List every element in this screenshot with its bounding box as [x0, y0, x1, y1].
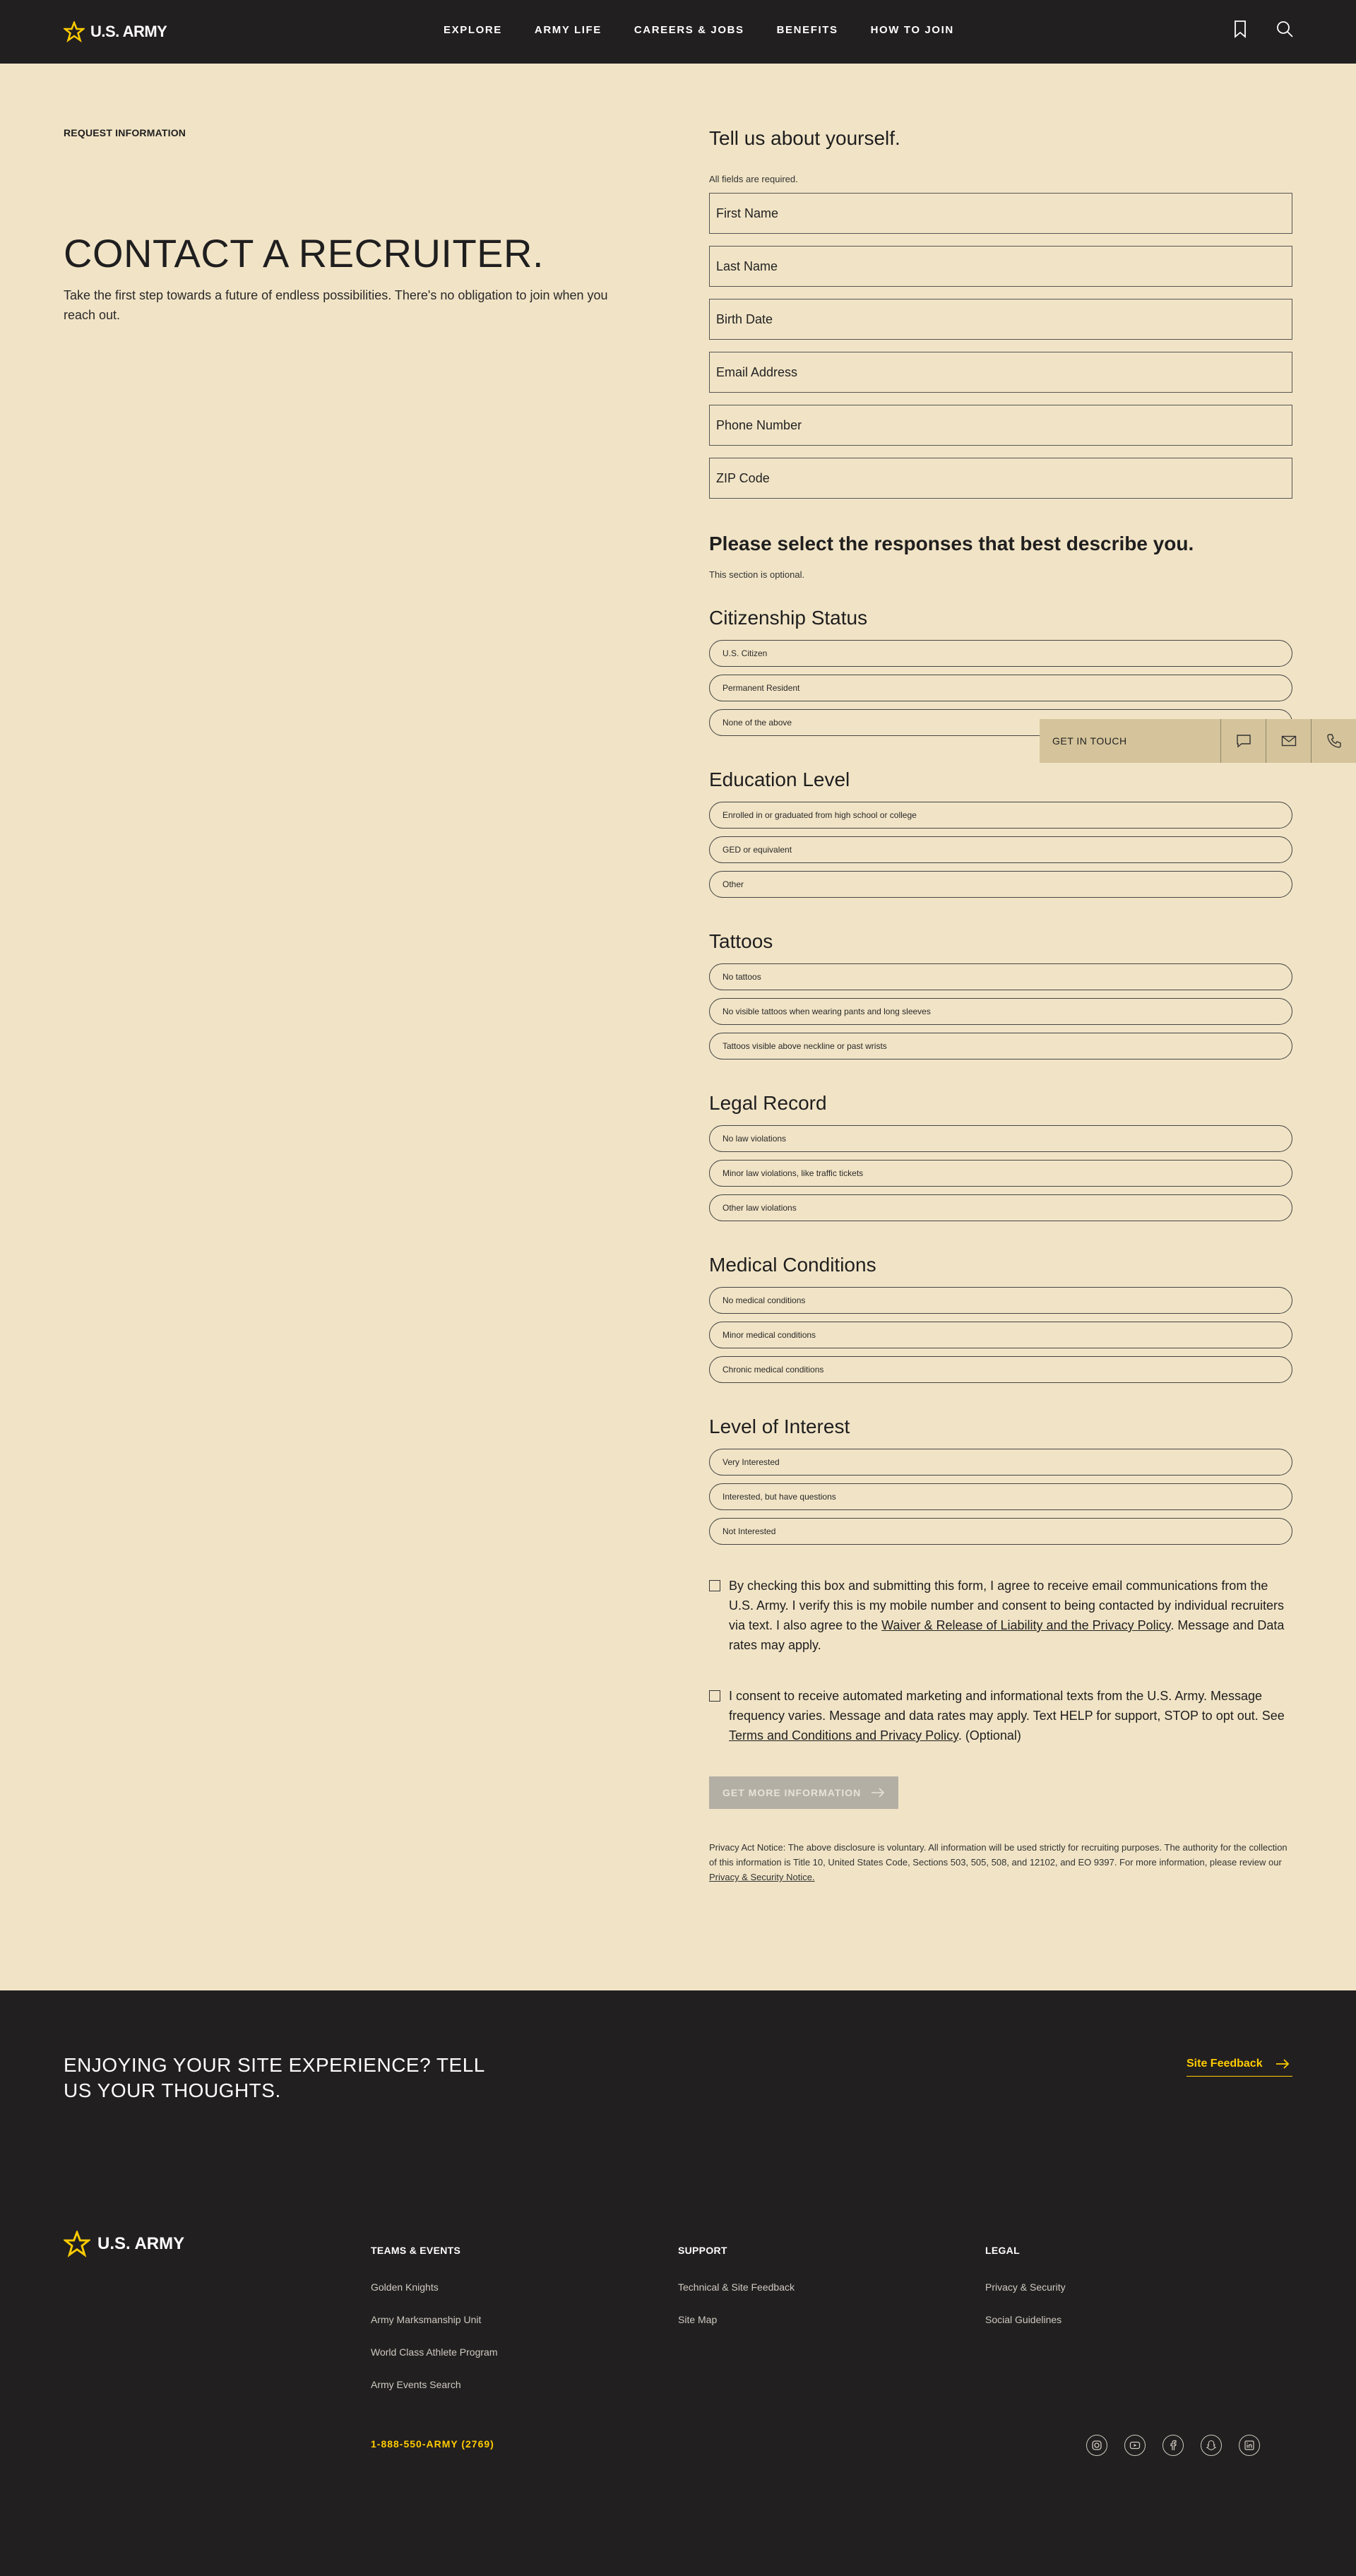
nav-link-careers-jobs[interactable]: CAREERS & JOBS	[634, 24, 744, 36]
submit-button[interactable]	[709, 1776, 898, 1809]
form-title: Tell us about yourself.	[709, 127, 900, 149]
sms-consent	[709, 1686, 1292, 1745]
group-title: Level of Interest	[709, 1415, 850, 1437]
medical-group	[709, 1254, 1292, 1383]
option-pill[interactable]: Minor law violations, like traffic tickets	[709, 1160, 1292, 1187]
option-pill[interactable]: None of the above	[709, 709, 1292, 736]
option-pill[interactable]: Interested, but have questions	[709, 1483, 1292, 1510]
option-pill[interactable]: Enrolled in or graduated from high school or college	[709, 802, 1292, 829]
bookmark-icon[interactable]	[1233, 20, 1247, 38]
contact-form	[709, 127, 1292, 1884]
army-logo[interactable]	[64, 21, 167, 42]
arrow-right-icon	[1275, 2059, 1290, 2069]
footer-col-title: SUPPORT	[678, 2245, 727, 2256]
footer-col-title: LEGAL	[985, 2245, 1020, 2256]
footer-col-title: TEAMS & EVENTS	[371, 2245, 461, 2256]
footer-logo-text: U.S. ARMY	[97, 2234, 185, 2253]
option-pill[interactable]: Chronic medical conditions	[709, 1356, 1292, 1383]
optional-note: This section is optional.	[709, 569, 805, 580]
footer-link[interactable]: Technical & Site Feedback	[678, 2281, 795, 2293]
email-button[interactable]	[1266, 719, 1311, 763]
email-field[interactable]	[709, 352, 1292, 393]
privacy-notice-link[interactable]: Privacy & Security Notice.	[709, 1872, 815, 1882]
chat-button[interactable]	[1220, 719, 1266, 763]
facebook-icon[interactable]	[1162, 2435, 1184, 2456]
last-name-field[interactable]	[709, 246, 1292, 287]
feedback-title: ENJOYING YOUR SITE EXPERIENCE? TELL US YOUR THOUGHTS.	[64, 2054, 484, 2101]
phone-button[interactable]	[1311, 719, 1356, 763]
footer-col-teams-events	[371, 2245, 497, 2390]
responses-title: Please select the responses that best describe you.	[709, 533, 1194, 554]
site-feedback-link[interactable]	[1186, 2058, 1292, 2077]
group-title: Medical Conditions	[709, 1254, 876, 1276]
nav-link-army-life[interactable]: ARMY LIFE	[534, 24, 602, 36]
youtube-icon[interactable]	[1124, 2435, 1146, 2456]
main-nav	[444, 24, 954, 36]
option-pill[interactable]: No law violations	[709, 1125, 1292, 1152]
tattoos-group	[709, 930, 1292, 1060]
nav-link-explore[interactable]: EXPLORE	[444, 24, 502, 36]
footer-link[interactable]: Social Guidelines	[985, 2314, 1062, 2325]
footer-link[interactable]: Golden Knights	[371, 2281, 439, 2293]
option-pill[interactable]: GED or equivalent	[709, 836, 1292, 863]
army-star-icon	[64, 2231, 90, 2257]
mail-icon	[1281, 735, 1297, 747]
get-in-touch-bar	[1040, 719, 1356, 763]
footer-link[interactable]: Army Marksmanship Unit	[371, 2314, 482, 2325]
education-group	[709, 768, 1292, 898]
privacy-notice: Privacy Act Notice: The above disclosure is voluntary. All information will be used strictly for recruiting purposes. The authority for the collection of this information is Title 10, United States Code, Sections 503, 505, 508, and 12102, and EO 9397. For more information, please review our Privacy & Security Notice.	[709, 1842, 1287, 1882]
phone-number-link[interactable]: 1-888-550-ARMY (2769)	[371, 2438, 494, 2450]
nav-icons	[1233, 20, 1294, 38]
logo-text: U.S. ARMY	[90, 23, 167, 40]
phone-icon	[1326, 733, 1342, 749]
group-title: Tattoos	[709, 930, 773, 952]
page-title: CONTACT A RECRUITER.	[64, 231, 545, 275]
footer-link[interactable]: Site Map	[678, 2314, 718, 2325]
first-name-field[interactable]	[709, 193, 1292, 234]
email-consent-checkbox[interactable]	[709, 1580, 720, 1591]
nav-link-how-to-join[interactable]: HOW TO JOIN	[870, 24, 954, 36]
option-pill[interactable]: Permanent Resident	[709, 675, 1292, 701]
army-star-icon	[64, 21, 85, 42]
option-pill[interactable]: Not Interested	[709, 1518, 1292, 1545]
page-subtitle: Take the first step towards a future of endless possibilities. There's no obligation to join when you reach out.	[64, 288, 608, 322]
option-pill[interactable]: Minor medical conditions	[709, 1322, 1292, 1348]
get-in-touch-label[interactable]: GET IN TOUCH	[1040, 719, 1220, 763]
group-title: Education Level	[709, 768, 850, 790]
site-feedback-label: Site Feedback	[1186, 2058, 1263, 2070]
footer-logo[interactable]	[64, 2231, 184, 2257]
sms-consent-checkbox[interactable]	[709, 1690, 720, 1702]
email-consent-text: By checking this box and submitting this form, I agree to receive email communications from the U.S. Army. I verify this is my mobile number and consent to being contacted by individual recruiters via text. I also agree to the Waiver & Release of Liability and the Privacy Policy. Message and Data rates may apply.	[729, 1579, 1285, 1652]
sms-consent-text: I consent to receive automated marketing and informational texts from the U.S. Army. Message frequency varies. Message and data rates may apply. Text HELP for support, STOP to opt out. See Terms and Conditions and Privacy Policy. (Optional)	[729, 1689, 1285, 1743]
snapchat-icon[interactable]	[1201, 2435, 1222, 2456]
group-title: Legal Record	[709, 1092, 827, 1114]
option-pill[interactable]: Very Interested	[709, 1449, 1292, 1476]
footer-col-support	[678, 2245, 795, 2325]
legal-record-group	[709, 1092, 1292, 1221]
option-pill[interactable]: Other law violations	[709, 1194, 1292, 1221]
footer-col-legal	[985, 2245, 1066, 2325]
option-pill[interactable]: No visible tattoos when wearing pants and long sleeves	[709, 998, 1292, 1025]
footer-link[interactable]: World Class Athlete Program	[371, 2346, 498, 2358]
email-consent	[709, 1576, 1292, 1655]
eyebrow-label: REQUEST INFORMATION	[64, 127, 186, 138]
social-links	[1086, 2435, 1260, 2456]
chat-icon	[1236, 734, 1251, 748]
birth-date-field[interactable]	[709, 299, 1292, 340]
terms-link[interactable]: Terms and Conditions and Privacy Policy	[729, 1728, 958, 1743]
option-pill[interactable]: No tattoos	[709, 963, 1292, 990]
zip-code-field[interactable]	[709, 458, 1292, 499]
instagram-icon[interactable]	[1086, 2435, 1107, 2456]
top-navigation	[0, 0, 1356, 64]
search-icon[interactable]	[1275, 20, 1294, 38]
citizenship-group	[709, 607, 1292, 736]
arrow-right-icon	[871, 1788, 885, 1798]
footer-link[interactable]: Privacy & Security	[985, 2281, 1066, 2293]
footer-link[interactable]: Army Events Search	[371, 2379, 461, 2390]
required-note: All fields are required.	[709, 174, 798, 184]
linkedin-icon[interactable]	[1239, 2435, 1260, 2456]
phone-field[interactable]	[709, 405, 1292, 446]
interest-group	[709, 1415, 1292, 1545]
nav-link-benefits[interactable]: BENEFITS	[776, 24, 838, 36]
option-pill[interactable]: No medical conditions	[709, 1287, 1292, 1314]
footer	[0, 1990, 1356, 2576]
submit-label: GET MORE INFORMATION	[722, 1787, 862, 1798]
group-title: Citizenship Status	[709, 607, 868, 629]
option-pill[interactable]: Other	[709, 871, 1292, 898]
option-pill[interactable]: Tattoos visible above neckline or past wrists	[709, 1033, 1292, 1060]
option-pill[interactable]: U.S. Citizen	[709, 640, 1292, 667]
waiver-link[interactable]: Waiver & Release of Liability and the Privacy Policy	[881, 1618, 1171, 1632]
